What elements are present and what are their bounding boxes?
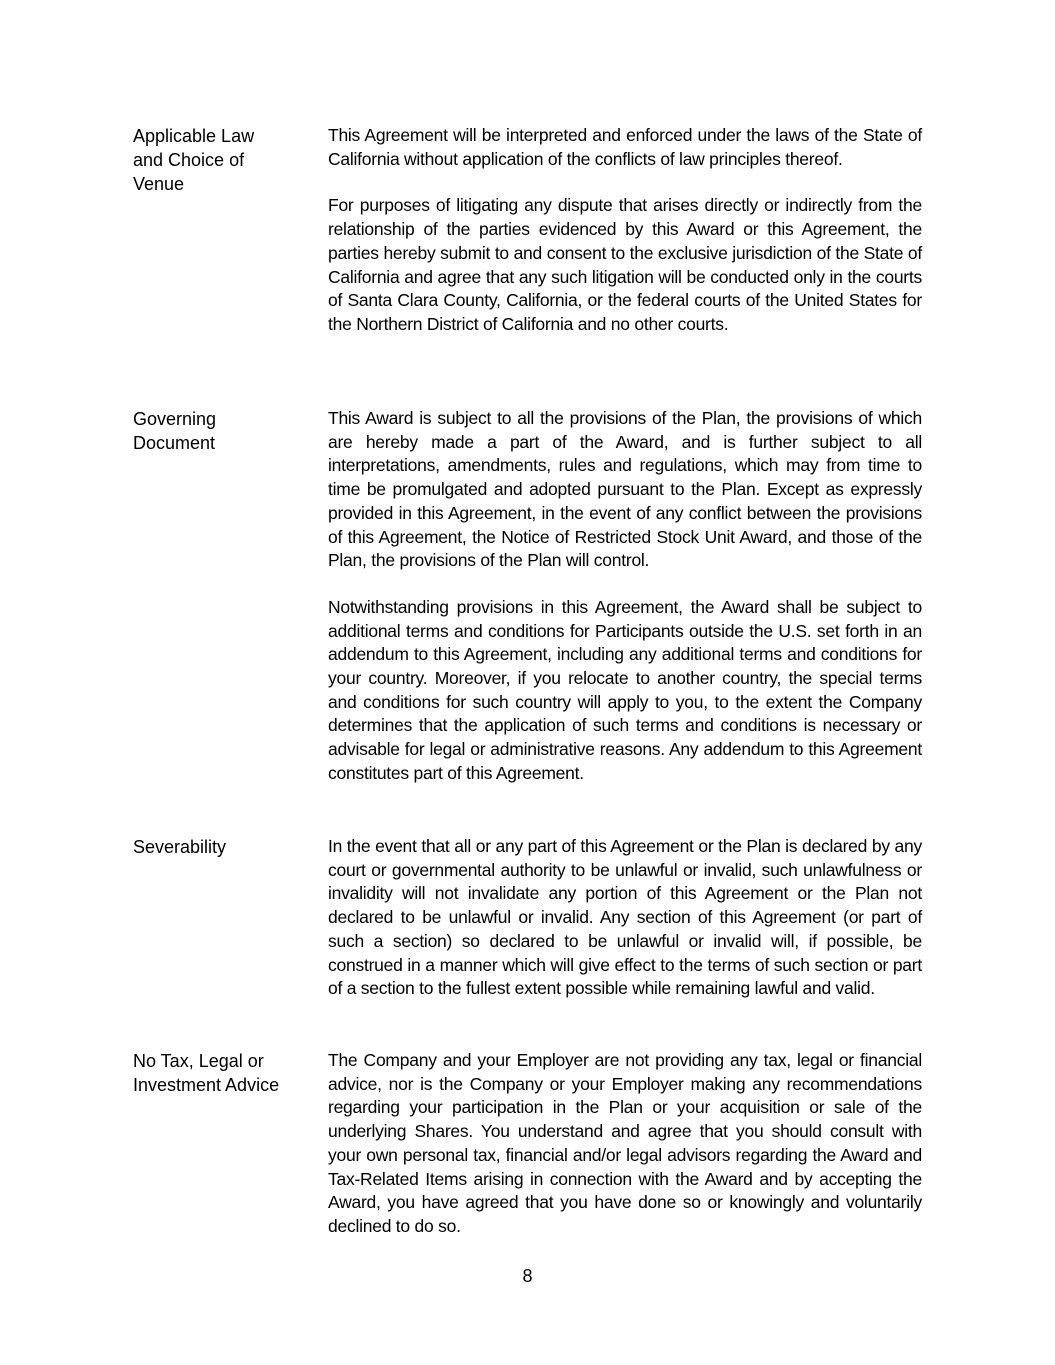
paragraph: This Agreement will be interpreted and enforced under the laws of the State of California without application of the conflicts of law principles thereof. [328,125,922,169]
section-heading: Governing Document [133,409,217,453]
section-body [328,835,922,1024]
section-body [328,1049,922,1262]
paragraph: Notwithstanding provisions in this Agreement, the Award shall be subject to additional terms and conditions for Participants outside the U.S. set forth in an addendum to this Agreement, including any additional terms and conditions for your country. Moreover, if you relocate to another country, the special terms and conditions for such country will apply to you, to the extent the Company determines that the application of such terms and conditions is necessary or advisable for legal or administrative reasons. Any addendum to this Agreement constitutes part of this Agreement. [328,596,922,783]
section-heading: Severability [133,837,227,857]
paragraph: The Company and your Employer are not providing any tax, legal or financial advice, nor is the Company or your Employer making any recommendations regarding your participation in the Plan or your acquisition or sale of the underlying Shares. You understand and agree that you should consult with your own personal tax, financial and/or legal advisors regarding the Award and Tax-Related Items arising in connection with the Award and by accepting the Award, you have agreed that you have done so or knowingly and voluntarily declined to do so. [328,1050,922,1236]
paragraph: This Award is subject to all the provisions of the Plan, the provisions of which are hereby made a part of the Award, and is further subject to all interpretations, amendments, rules and regulations, which may from time to time be promulgated and adopted pursuant to the Plan. Except as expressly provided in this Agreement, in the event of any conflict between the provisions of this Agreement, the Notice of Restricted Stock Unit Award, and those of the Plan, the provisions of the Plan will control. [328,408,922,571]
section-body [328,124,922,360]
section-body [328,407,922,809]
paragraph: In the event that all or any part of this Agreement or the Plan is declared by any court or governmental authority to be unlawful or invalid, such unlawfulness or invalidity will not invalidate any portion of this Agreement or the Plan not declared to be unlawful or invalid. Any section of this Agreement (or part of such a section) so declared to be unlawful or invalid will, if possible, be construed in a manner which will give effect to the terms of such section or part of a section to the fullest extent possible while remaining lawful and valid. [328,836,922,999]
page-number: 8 [522,1266,533,1286]
section-heading: No Tax, Legal or Investment Advice [133,1051,280,1095]
section-heading: Applicable Law and Choice of Venue [133,126,255,194]
paragraph: For purposes of litigating any dispute that arises directly or indirectly from the relationship of the parties evidenced by this Award or this Agreement, the parties hereby submit to and consent to the exclusive jurisdiction of the State of California and agree that any such litigation will be conducted only in the courts of Santa Clara County, California, or the federal courts of the United States for the Northern District of California and no other courts. [328,195,922,334]
